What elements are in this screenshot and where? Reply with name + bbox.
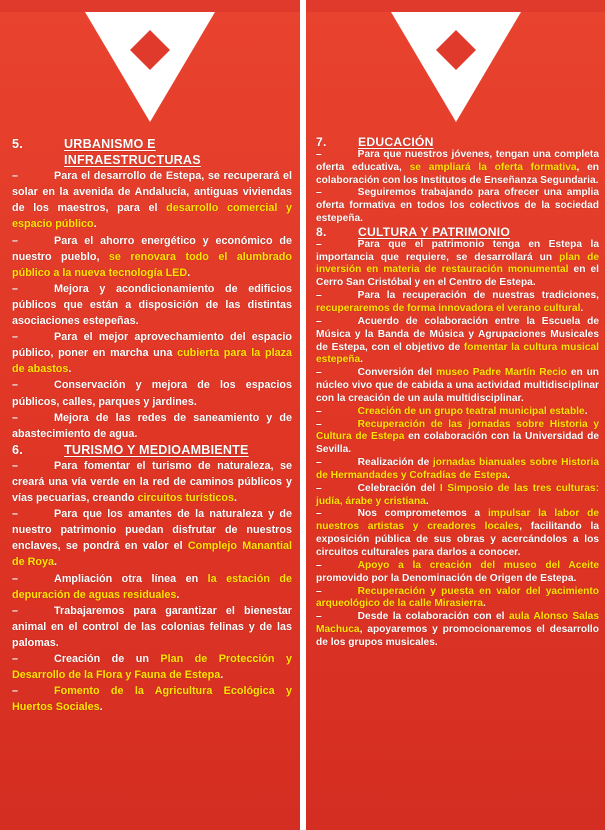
list-item: – Creación de un Plan de Protección y Desarrollo de la Flora y Fauna de Estepa.	[12, 653, 292, 682]
list-item: – Creación de un grupo teatral municipal estable.	[316, 405, 588, 417]
section-heading	[316, 136, 599, 149]
chevron-diamond-icon	[0, 12, 300, 134]
list-item: – Realización de jornadas bianuales sobre Historia de Hermandades y Cofradías de Estepa.	[316, 457, 599, 481]
list-item: – Nos comprometemos a impulsar la labor de nuestros artistas y creadores locales, facilitando la exposición pública de sus obras y acercándolos a los circuitos culturales para darlos a conocer.	[316, 508, 599, 558]
list-item: – Conversión del museo Padre Martín Recio en un núcleo vivo que de cabida a una actividad multidisciplinar con la creación de un aula multidisciplinar.	[316, 367, 600, 404]
section-number: 8.	[316, 224, 327, 239]
section-title: URBANISMO E INFRAESTRUCTURAS	[64, 137, 201, 168]
right-column	[306, 12, 605, 830]
section-heading	[12, 136, 292, 168]
list-item: – Para que el patrimonio tenga en Estepa la importancia que requiere, se desarrollará un plan de inversión en materia de restauración monumental en el Cerro San Cristóbal y en el Centro de Estepa.	[316, 238, 600, 289]
section-heading	[316, 226, 599, 239]
list-item: – Mejora y acondicionamiento de edificios públicos que están a disposición de las distintas asociaciones estepeñas.	[12, 282, 292, 328]
section-heading	[12, 442, 292, 458]
list-item: – Recuperación y puesta en valor del yacimiento arqueológico de la calle Mirasierra.	[316, 585, 599, 610]
left-banner	[0, 12, 300, 134]
list-item: – Trabajaremos para garantizar el bienestar animal en el control de las colonias felinas y de las palomas.	[12, 604, 292, 649]
list-item: – Seguiremos trabajando para ofrecer una amplia oferta formativa en todos los colectivos de la sociedad estepeña.	[316, 187, 599, 225]
section-title: TURISMO Y MEDIOAMBIENTE	[64, 442, 249, 457]
list-item: – Apoyo a la creación del museo del Aceite promovido por la Denominación de Origen de Estepa.	[316, 559, 599, 584]
list-item: – Ampliación otra línea en la estación de depuración de aguas residuales.	[12, 572, 292, 601]
list-item: – Para la recuperación de nuestras tradiciones, recuperaremos de forma innovadora el verano cultural.	[316, 290, 599, 314]
list-item: – Para que nuestros jóvenes, tengan una completa oferta educativa, se ampliará la oferta formativa, en colaboración con los Institutos de Enseñanza Segundaria.	[316, 148, 599, 186]
list-item: – Para que los amantes de la naturaleza y de nuestro patrimonio puedan disfrutar de nuestros enclaves, se pondrá en valor el Complejo Manantial de Roya.	[12, 508, 292, 569]
section-number: 6.	[12, 442, 23, 457]
list-item: – Acuerdo de colaboración entre la Escuela de Música y la Banda de Música y Agrupaciones Musicales de Estepa, con el objetivo de fomentar la cultura musical estepeña.	[316, 315, 599, 366]
list-item: – Para fomentar el turismo de naturaleza, se creará una vía verde en la red de caminos públicos y vías pecuarias, creando circuitos turísticos.	[12, 459, 292, 505]
section-number: 7.	[316, 135, 327, 149]
section-title: EDUCACIÓN	[358, 135, 434, 149]
section-title: CULTURA Y PATRIMONIO	[358, 224, 511, 239]
list-item: – Recuperación de las jornadas sobre Historia y Cultura de Estepa en colaboración con la Universidad de Sevilla.	[316, 418, 599, 456]
left-text	[12, 136, 292, 715]
left-column	[0, 12, 300, 830]
section-number: 5.	[12, 137, 23, 151]
list-item: – Para el desarrollo de Estepa, se recuperará el solar en la avenida de Andalucía, antiguas viviendas de los maestros, para el desarrollo comercial y espacio público.	[12, 170, 292, 231]
chevron-diamond-icon	[306, 12, 605, 134]
list-item: – Para el mejor aprovechamiento del espacio público, poner en marcha una cubierta para la plaza de abastos.	[12, 331, 292, 376]
right-text	[316, 136, 599, 650]
list-item: – Fomento de la Agricultura Ecológica y Huertos Sociales.	[12, 685, 292, 714]
list-item: – Celebración del I Simposio de las tres culturas: judía, árabe y cristiana.	[316, 482, 599, 507]
list-item: – Conservación y mejora de los espacios públicos, calles, parques y jardines.	[12, 379, 292, 408]
list-item: – Desde la colaboración con el aula Alonso Salas Machuca, apoyaremos y promocionaremos el desarrollo de los grupos musicales.	[316, 611, 599, 648]
list-item: – Para el ahorro energético y económico de nuestro pueblo, se renovara todo el alumbrado público a la nueva tecnología LED.	[12, 234, 292, 279]
right-banner	[306, 12, 605, 134]
list-item: – Mejora de las redes de saneamiento y de abastecimiento de agua.	[12, 411, 292, 440]
